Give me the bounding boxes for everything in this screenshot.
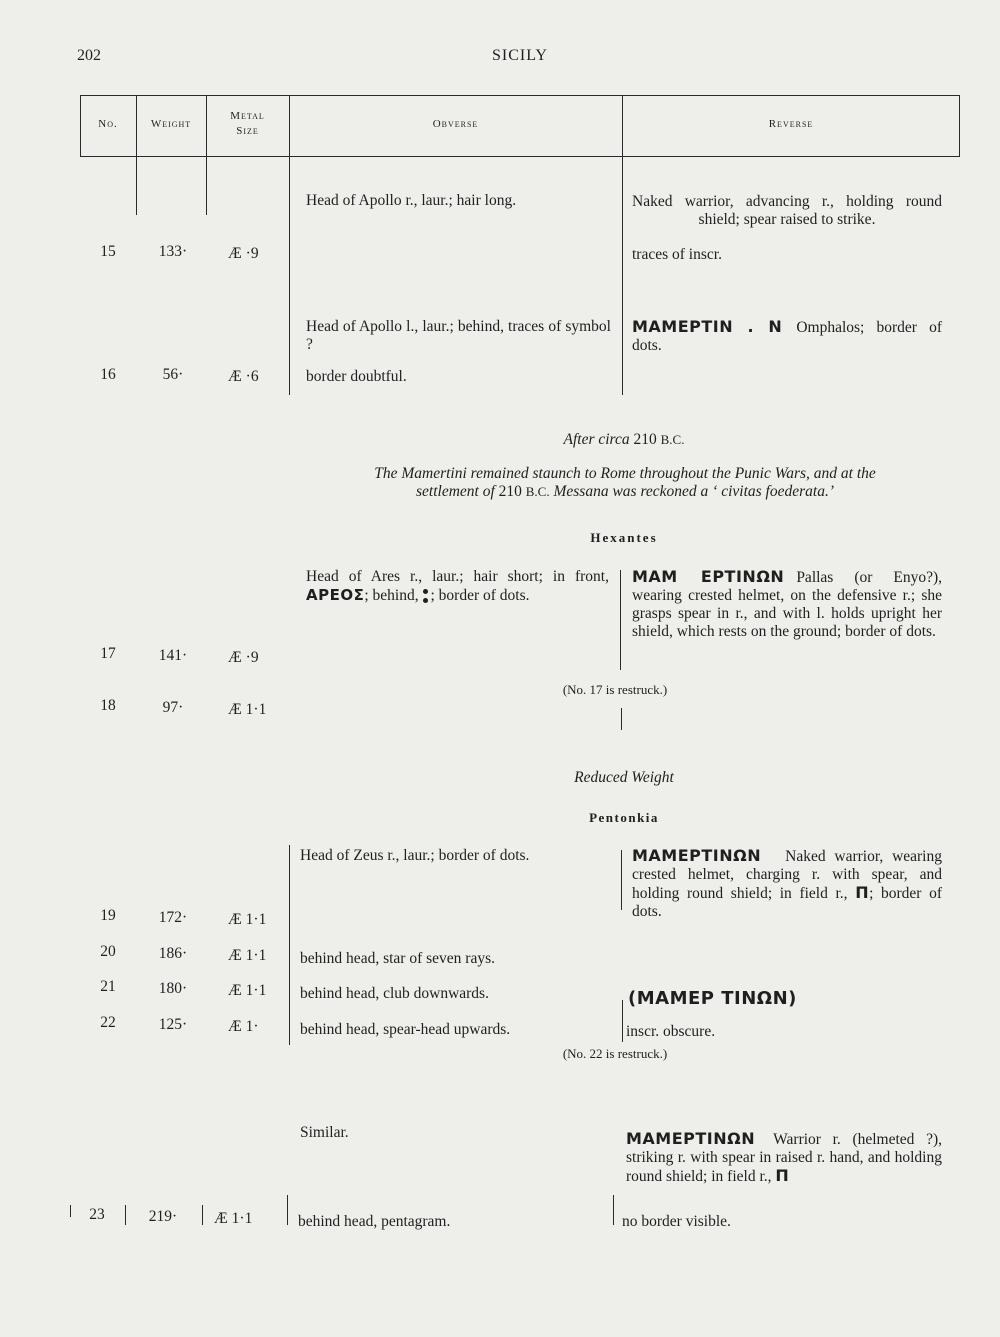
g5-weight: 219· [148, 1208, 178, 1225]
col-divider-1 [136, 95, 137, 215]
section-heading-pentonkia: Pentonkia [589, 810, 659, 825]
g5-reverse-inscription: ΜΑΜΕΡΤΙΝΩΝ [626, 1129, 756, 1148]
g5-metal-rule [202, 1205, 203, 1225]
g3-obverse-text-3: ; border of dots. [430, 587, 530, 604]
g1-reverse: Naked warrior, advancing r., holding round shield; spear raised to strike. [632, 193, 942, 228]
g5-metal: Æ 1·1 [214, 1210, 253, 1227]
g4-metal-19: Æ 1·1 [228, 911, 267, 928]
page-number: 202 [77, 47, 101, 64]
g4-obverse: Head of Zeus r., laur.; border of dots. [300, 847, 530, 864]
g5-no: 23 [89, 1206, 105, 1223]
g2-weight: 56· [162, 366, 184, 383]
historical-note-line-2 [300, 483, 950, 501]
g3-reverse-rule-lower [621, 708, 622, 730]
g5-left-rule [70, 1205, 71, 1217]
g3-reverse-inscription: ΜΑΜ ΕΡΤΙΝΩΝ [632, 567, 785, 586]
g3-weight-18: 97· [162, 699, 184, 716]
g2-reverse-description: Omphalos; border of dots. [632, 319, 943, 354]
header-weight: Weight [150, 118, 192, 130]
g1-reverse-note: traces of inscr. [632, 246, 722, 263]
header-reverse: Reverse [768, 118, 814, 130]
table-top-rule [80, 95, 960, 96]
g4-metal-20: Æ 1·1 [228, 947, 267, 964]
g4-no-21: 21 [100, 978, 116, 995]
header-metal: Metal [230, 110, 265, 122]
g4-metal-21: Æ 1·1 [228, 982, 267, 999]
date-era: B.C. [660, 432, 685, 447]
g3-weight-17: 141· [158, 647, 188, 664]
g2-reverse [632, 318, 942, 355]
g5-reverse-symbol: Π [775, 1166, 790, 1185]
g3-restruck-note: (No. 17 is restruck.) [562, 682, 668, 697]
g4-restruck-note: (No. 22 is restruck.) [562, 1046, 668, 1061]
subheading-reduced-weight: Reduced Weight [574, 769, 674, 786]
colon-symbol-icon [422, 589, 430, 603]
g4-metal-22: Æ 1· [228, 1018, 259, 1035]
g1-obverse: Head of Apollo r., laur.; hair long. [306, 192, 517, 209]
g4-obverse-22: behind head, spear-head upwards. [300, 1021, 511, 1038]
g5-reverse-rule [613, 1195, 614, 1225]
date-number: 210 [633, 431, 657, 448]
running-title: SICILY [492, 47, 548, 64]
header-no: No. [98, 118, 118, 130]
g4-reverse [632, 847, 942, 921]
table-header-rule [80, 156, 960, 157]
g4-reverse-symbol: Π [855, 883, 870, 902]
g3-reverse-description: Pallas (or Enyo?), wearing crested helmet, on the defensive r.; she grasps spear in r., and with l. holds upright her shield, which rests on the ground; border of dots. [632, 569, 943, 640]
g3-no-17: 17 [100, 645, 116, 662]
g4-reverse-rule [621, 850, 622, 910]
date-prefix: After circa [563, 431, 630, 448]
g5-reverse-text: Warrior r. (helmeted ?), striking r. with spear in raised r. hand, and holding round shield; in field r., [626, 1131, 942, 1185]
g2-no: 16 [100, 366, 116, 383]
g4-obverse-rule [289, 845, 290, 1045]
note-messana: Messana was reckoned a ‘ civitas foederata.’ [553, 483, 834, 500]
g3-obverse-text-1: Head of Ares r., laur.; hair short; in front, [306, 568, 609, 585]
g1-metal: Æ ·9 [228, 245, 259, 262]
g5-weight-rule [125, 1205, 126, 1225]
g4-weight-21: 180· [158, 980, 188, 997]
g3-reverse [632, 568, 942, 641]
g3-obverse-inscription: ΑΡΕΟΣ [306, 586, 365, 604]
g1-no: 15 [100, 243, 116, 260]
g4-reverse-21: (ΜΑΜΕΡ ΤΙΝΩΝ) [628, 988, 797, 1009]
g4-weight-22: 125· [158, 1016, 188, 1033]
g5-obverse-note: behind head, pentagram. [298, 1213, 451, 1230]
g4-no-22: 22 [100, 1014, 116, 1031]
g3-metal-18: Æ 1·1 [228, 701, 267, 718]
g3-reverse-rule [620, 570, 621, 670]
g3-no-18: 18 [100, 697, 116, 714]
g4-weight-20: 186· [158, 945, 188, 962]
section-heading-hexantes: Hexantes [590, 530, 658, 545]
g4-reverse-text-1: Naked warrior, wearing crested helmet, charging r. with spear, and holding round shield; in field r., [632, 848, 942, 902]
g5-reverse-note: no border visible. [622, 1213, 731, 1230]
g4-no-20: 20 [100, 943, 116, 960]
date-heading [289, 431, 959, 449]
header-size: Size [236, 125, 259, 137]
g4-reverse-rule-lower [622, 1000, 623, 1042]
g3-metal-17: Æ ·9 [228, 649, 259, 666]
g5-obverse-rule [287, 1195, 288, 1225]
g5-obverse: Similar. [300, 1124, 349, 1141]
g4-obverse-21: behind head, club downwards. [300, 985, 489, 1002]
g4-reverse-22: inscr. obscure. [626, 1023, 716, 1040]
g3-obverse-text-2: ; behind, [364, 587, 419, 604]
historical-note-line-1: The Mamertini remained staunch to Rome throughout the Punic Wars, and at the [374, 465, 876, 482]
note-settlement: settlement of [415, 483, 495, 500]
note-era: B.C. [525, 484, 550, 499]
g2-obverse-note: border doubtful. [306, 368, 407, 385]
col-divider-4 [622, 95, 623, 395]
g3-obverse [306, 568, 609, 605]
g4-reverse-text-2: ; border of dots. [632, 885, 943, 920]
g2-obverse: Head of Apollo l., laur.; behind, traces of symbol ? [306, 318, 611, 353]
g4-weight-19: 172· [158, 909, 188, 926]
header-obverse: Obverse [432, 118, 479, 130]
note-year: 210 [498, 483, 522, 500]
g1-weight: 133· [158, 243, 188, 260]
g4-no-19: 19 [100, 907, 116, 924]
g4-obverse-20: behind head, star of seven rays. [300, 950, 495, 967]
g2-metal: Æ ·6 [228, 368, 259, 385]
g4-reverse-inscription: ΜΑΜΕΡΤΙΝΩΝ [632, 846, 762, 865]
g2-reverse-inscription: ΜΑΜΕΡΤΙΝ . Ν [632, 317, 783, 336]
col-divider-3 [289, 95, 290, 395]
g5-reverse [626, 1130, 942, 1186]
